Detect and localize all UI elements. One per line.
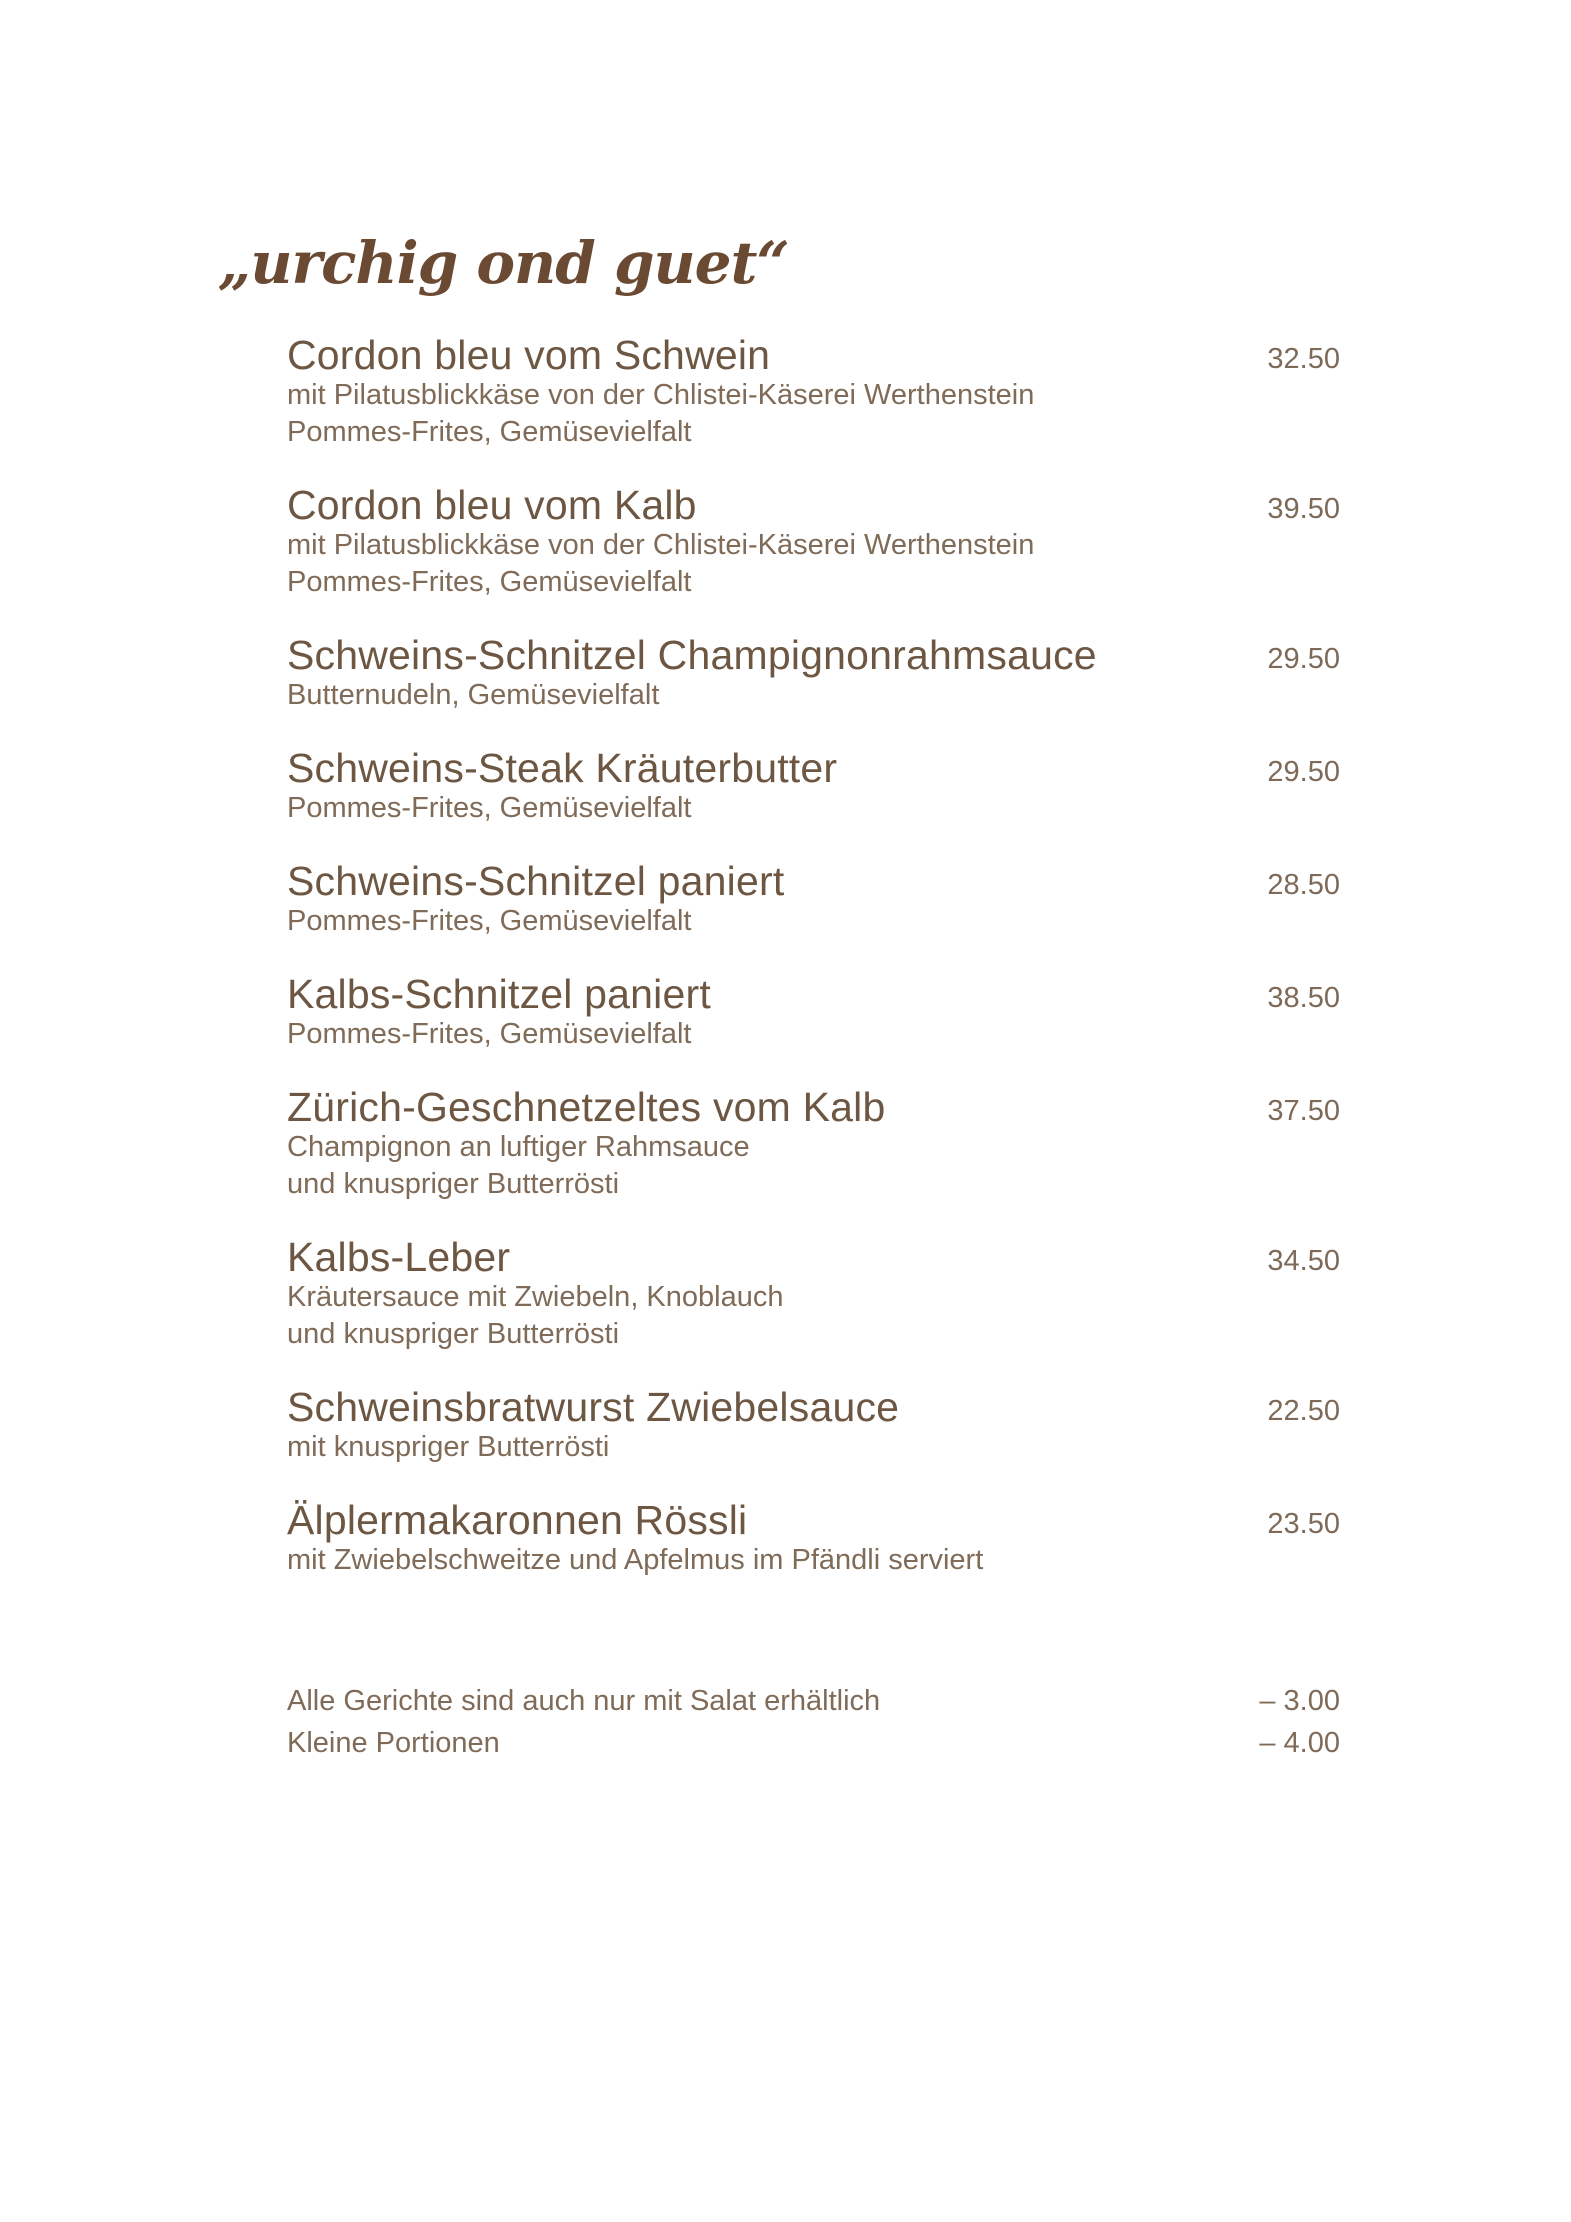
item-description: mit Zwiebelschweitze und Apfelmus im Pfändli serviert bbox=[287, 1544, 984, 1576]
note-text: Alle Gerichte sind auch nur mit Salat erhältlich bbox=[287, 1685, 881, 1717]
item-price: 22.50 bbox=[1267, 1395, 1340, 1427]
item-description: Pommes-Frites, Gemüsevielfalt bbox=[287, 792, 692, 824]
item-description: Pommes-Frites, Gemüsevielfalt bbox=[287, 566, 692, 598]
item-price: 29.50 bbox=[1267, 756, 1340, 788]
item-price: 37.50 bbox=[1267, 1095, 1340, 1127]
menu-heading: „urchig ond guet“ bbox=[218, 229, 789, 297]
item-title: Cordon bleu vom Schwein bbox=[287, 332, 771, 378]
item-title: Älplermakaronnen Rössli bbox=[287, 1497, 748, 1543]
menu-item bbox=[287, 746, 1340, 827]
item-price: 29.50 bbox=[1267, 643, 1340, 675]
item-price: 39.50 bbox=[1267, 493, 1340, 525]
note-discount: – 4.00 bbox=[1259, 1727, 1340, 1759]
item-description: Pommes-Frites, Gemüsevielfalt bbox=[287, 1018, 692, 1050]
item-description: Kräutersauce mit Zwiebeln, Knoblauch bbox=[287, 1281, 784, 1313]
menu-item bbox=[287, 633, 1340, 714]
item-title: Zürich-Geschnetzeltes vom Kalb bbox=[287, 1084, 886, 1130]
item-title: Schweins-Schnitzel Champignonrahmsauce bbox=[287, 632, 1097, 678]
item-description: Butternudeln, Gemüsevielfalt bbox=[287, 679, 660, 711]
item-title: Schweinsbratwurst Zwiebelsauce bbox=[287, 1384, 900, 1430]
item-description: Pommes-Frites, Gemüsevielfalt bbox=[287, 905, 692, 937]
item-price: 34.50 bbox=[1267, 1245, 1340, 1277]
item-title: Cordon bleu vom Kalb bbox=[287, 482, 697, 528]
menu-item bbox=[287, 1498, 1340, 1579]
item-description: mit Pilatusblickkäse von der Chlistei-Käserei Werthenstein bbox=[287, 529, 1035, 561]
item-title: Kalbs-Leber bbox=[287, 1234, 511, 1280]
item-title: Kalbs-Schnitzel paniert bbox=[287, 971, 711, 1017]
menu-item bbox=[287, 972, 1340, 1053]
note-salad-only bbox=[287, 1680, 1340, 1722]
note-discount: – 3.00 bbox=[1259, 1685, 1340, 1717]
note-text: Kleine Portionen bbox=[287, 1727, 500, 1759]
item-price: 28.50 bbox=[1267, 869, 1340, 901]
item-price: 23.50 bbox=[1267, 1508, 1340, 1540]
menu-notes bbox=[287, 1680, 1340, 1764]
menu-item bbox=[287, 483, 1340, 601]
menu-item bbox=[287, 333, 1340, 451]
menu-item bbox=[287, 1385, 1340, 1466]
item-description: und knuspriger Butterrösti bbox=[287, 1318, 620, 1350]
item-title: Schweins-Steak Kräuterbutter bbox=[287, 745, 838, 791]
item-description: mit knuspriger Butterrösti bbox=[287, 1431, 610, 1463]
item-description: Pommes-Frites, Gemüsevielfalt bbox=[287, 416, 692, 448]
item-description: und knuspriger Butterrösti bbox=[287, 1168, 620, 1200]
note-small-portions bbox=[287, 1722, 1340, 1764]
menu-item bbox=[287, 859, 1340, 940]
menu-item bbox=[287, 1085, 1340, 1203]
menu-item bbox=[287, 1235, 1340, 1353]
item-description: mit Pilatusblickkäse von der Chlistei-Käserei Werthenstein bbox=[287, 379, 1035, 411]
item-title: Schweins-Schnitzel paniert bbox=[287, 858, 785, 904]
item-price: 32.50 bbox=[1267, 343, 1340, 375]
menu-list bbox=[287, 333, 1340, 1611]
item-description: Champignon an luftiger Rahmsauce bbox=[287, 1131, 750, 1163]
item-price: 38.50 bbox=[1267, 982, 1340, 1014]
